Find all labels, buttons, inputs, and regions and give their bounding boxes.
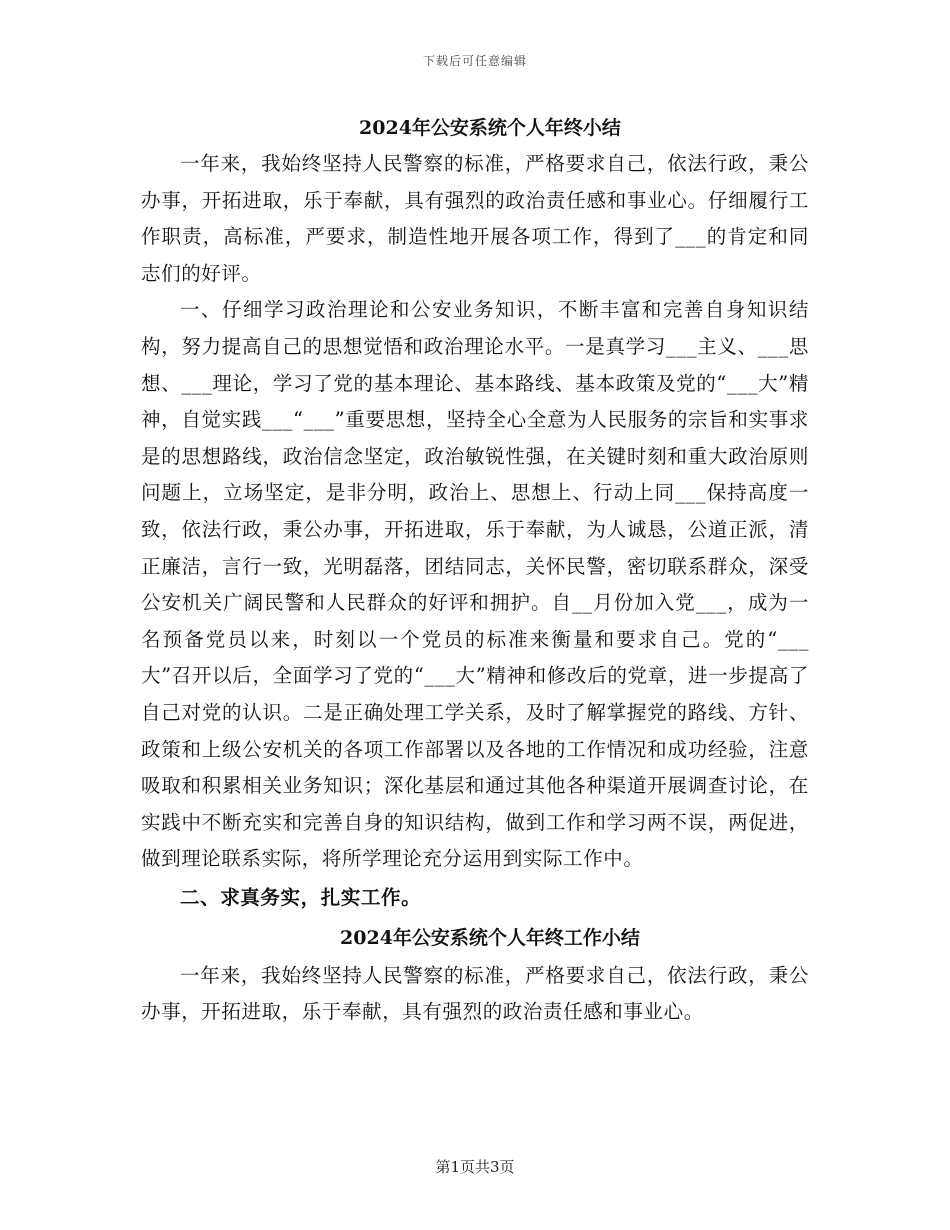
document-title: 2024年公安系统个人年终小结 — [359, 117, 621, 139]
page-header-note: 下载后可任意编辑 — [422, 54, 527, 68]
paragraph-intro-2: 一年来，我始终坚持人民警察的标准，严格要求自己，依法行政，秉公办事，开拓进取，乐于奉献，具有强烈的政治责任感和事业心。 — [141, 963, 809, 1024]
document-body — [141, 110, 809, 1031]
paragraph-intro: 一年来，我始终坚持人民警察的标准，严格要求自己，依法行政，秉公办事，开拓进取，乐于奉献，具有强烈的政治责任感和事业心。仔细履行工作职责，高标准，严要求，制造性地开展各项工作，得到了___的肯定和同志们的好评。 — [141, 152, 809, 285]
document-title-2: 2024年公安系统个人年终工作小结 — [340, 926, 640, 949]
page-number: 第1页共3页 — [435, 1158, 515, 1176]
paragraph-section-1: 一、仔细学习政治理论和公安业务知识，不断丰富和完善自身知识结构，努力提高自己的思想觉悟和政治理论水平。一是真学习___主义、___思想、___理论，学习了党的基本理论、基本路线、基本政策及党的“___大”精神，自觉实践___“___”重要思想，坚持全心全意为人民服务的宗旨和实事求是的思想路线，政治信念坚定，政治敏锐性强，在关键时刻和重大政治原则问题上，立场坚定，是非分明，政治上、思想上、行动上同___保持高度一致，依法行政，秉公办事，开拓进取，乐于奉献，为人诚恳，公道正派，清正廉洁，言行一致，光明磊落，团结同志，关怀民警，密切联系群众，深受公安机关广阔民警和人民群众的好评和拥护。自__月份加入党___，成为一名预备党员以来，时刻以一个党员的标准来衡量和要求自己。党的“___大”召开以后，全面学习了党的“___大”精神和修改后的党章，进一步提高了自己对党的认识。二是正确处理工学关系，及时了解掌握党的路线、方针、政策和上级公安机关的各项工作部署以及各地的工作情况和成功经验，注意吸取和积累相关业务知识；深化基层和通过其他各种渠道开展调查讨论，在实践中不断充实和完善自身的知识结构，做到工作和学习两不误，两促进，做到理论联系实际，将所学理论充分运用到实际工作中。 — [141, 298, 809, 871]
section-2-heading: 二、求真务实，扎实工作。 — [180, 885, 422, 909]
